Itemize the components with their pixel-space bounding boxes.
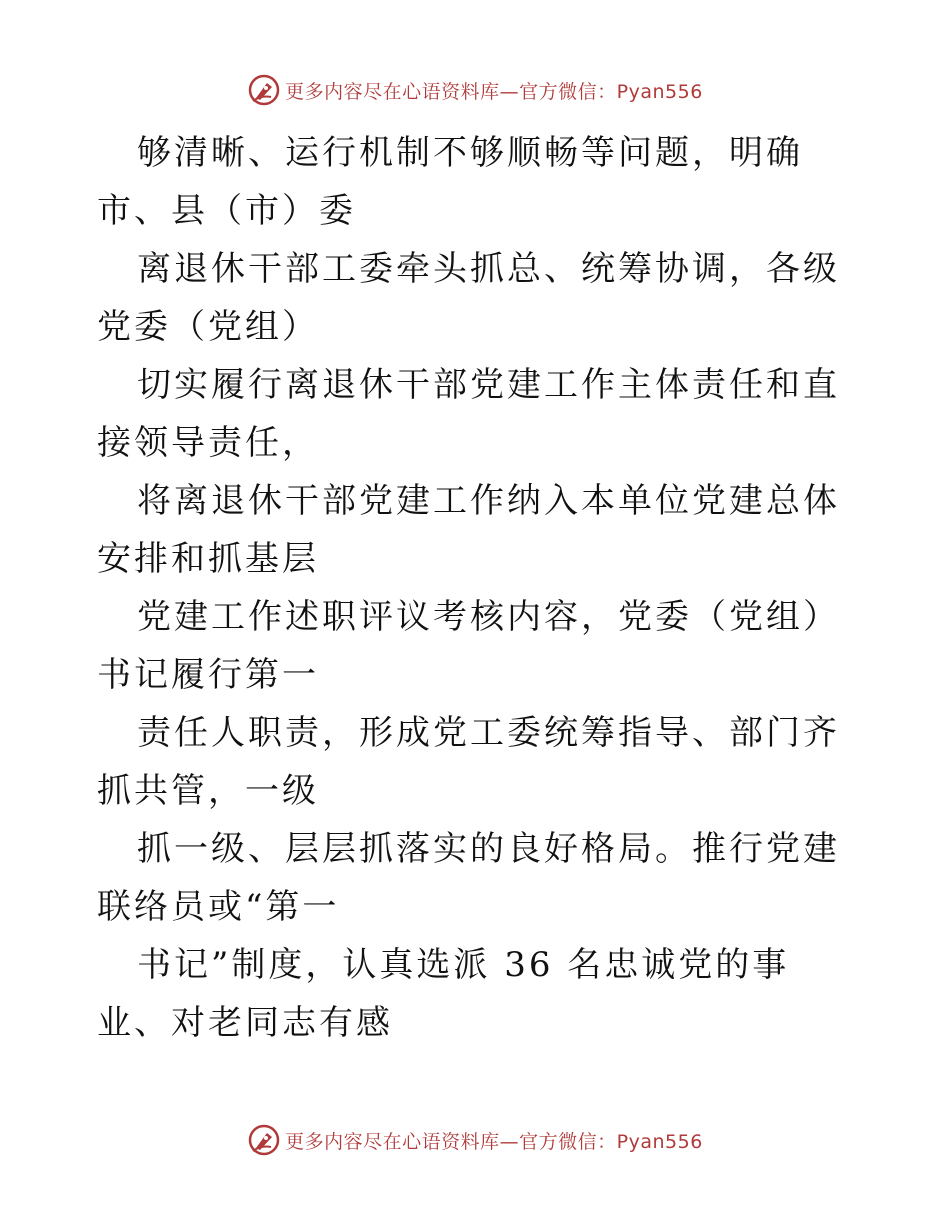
paragraph: 离退休干部工委牵头抓总、统筹协调，各级党委（党组）: [97, 249, 840, 347]
paragraph: 抓一级、层层抓落实的良好格局。推行党建联络员或“第一: [97, 829, 840, 927]
document-body: [97, 124, 857, 1052]
header-banner-text[interactable]: 更多内容尽在心语资料库—官方微信：Pyan556: [285, 80, 703, 103]
footer-banner-text[interactable]: 更多内容尽在心语资料库—官方微信：Pyan556: [285, 1130, 703, 1153]
paragraph: 将离退休干部党建工作纳入本单位党建总体安排和抓基层: [97, 481, 840, 579]
paragraph: 书记”制度，认真选派 36 名忠诚党的事业、对老同志有感: [97, 945, 790, 1043]
pen-nib-logo-icon: [247, 1123, 281, 1157]
paragraph: 党建工作述职评议考核内容，党委（党组）书记履行第一: [97, 597, 840, 695]
paragraph: 切实履行离退休干部党建工作主体责任和直接领导责任，: [97, 365, 840, 463]
footer-banner: [0, 1120, 950, 1160]
paragraph: 够清晰、运行机制不够顺畅等问题，明确市、县（市）委: [97, 133, 803, 231]
pen-nib-logo-icon: [247, 73, 281, 107]
paragraph: 责任人职责，形成党工委统筹指导、部门齐抓共管，一级: [97, 713, 840, 811]
header-banner: [0, 70, 950, 110]
